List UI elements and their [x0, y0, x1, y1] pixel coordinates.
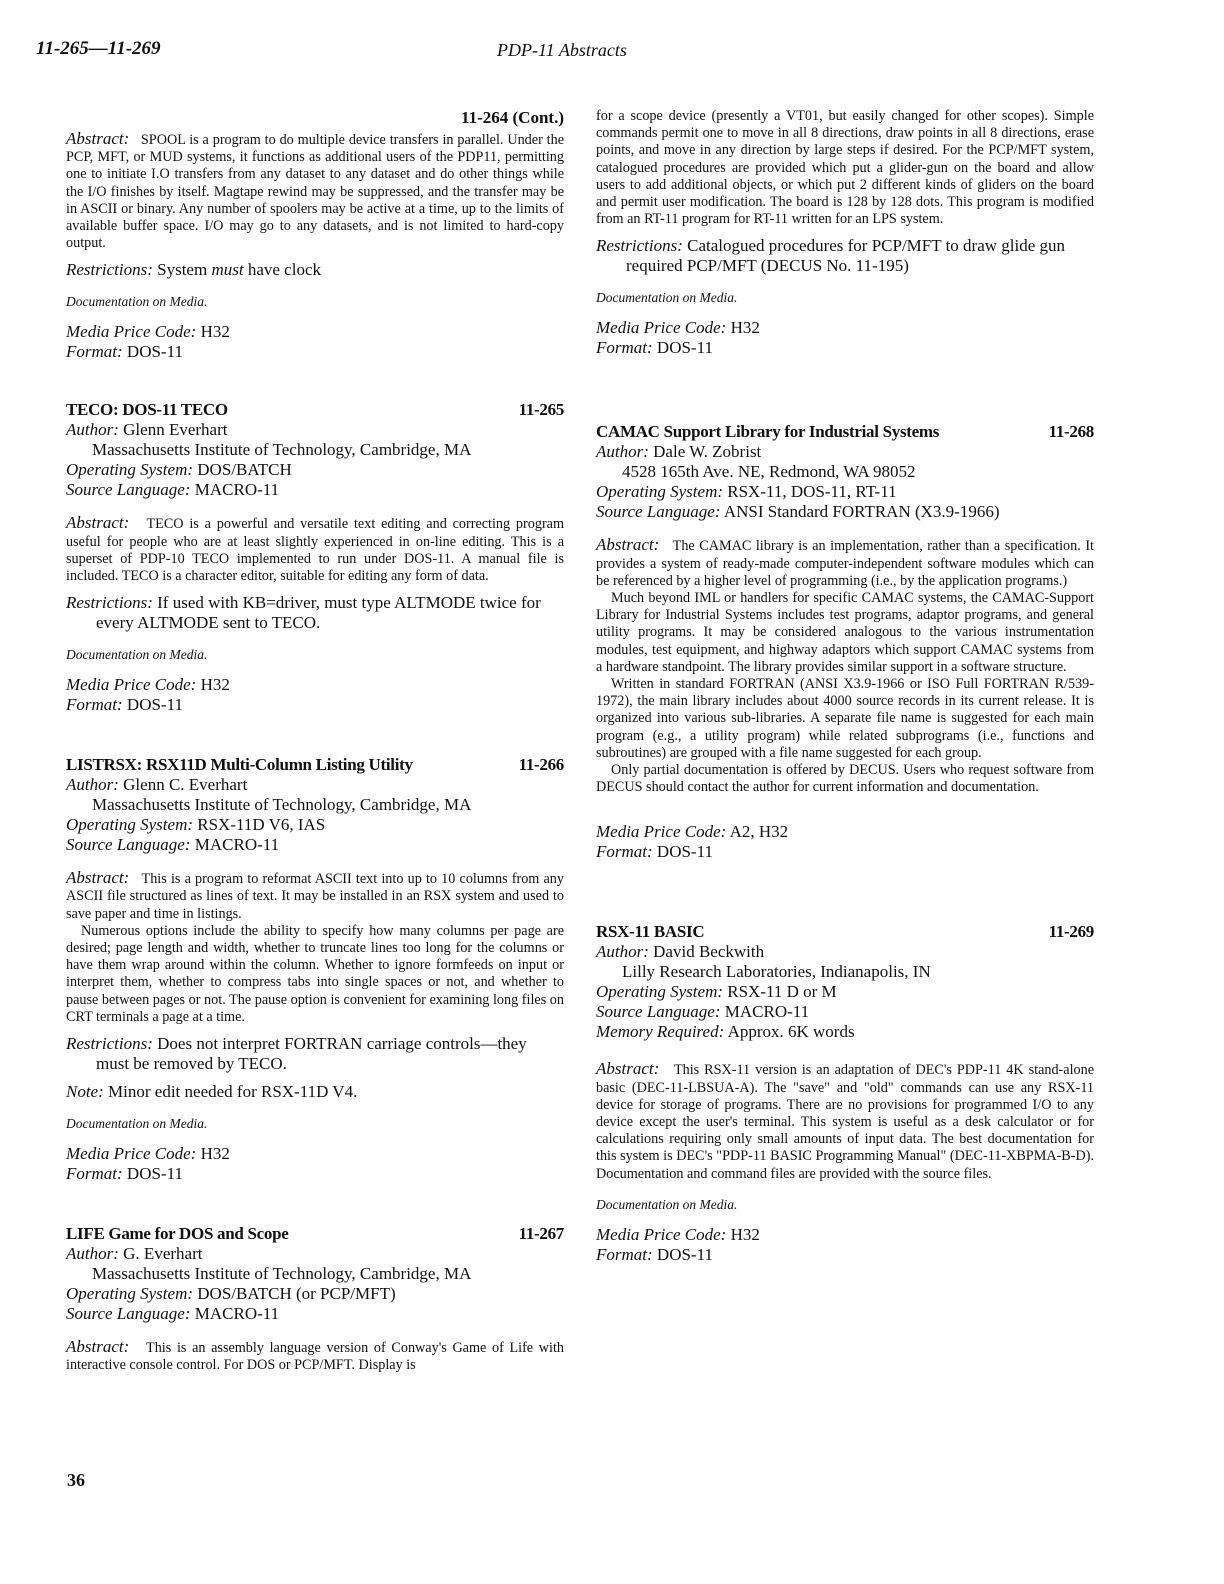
page-number: 36 [67, 1470, 85, 1490]
entry-source-language: Source Language: MACRO-11 [66, 1304, 280, 1324]
entry-11-268 [596, 422, 1094, 862]
entry-title-row [66, 755, 564, 775]
entry-price-format: Media Price Code: A2, H32 Format: DOS-11 [596, 822, 789, 862]
entry-title-row [596, 922, 1094, 942]
entry-number: 11-268 [1048, 422, 1094, 442]
entry-abstract: Abstract: This RSX-11 version is an adaptation of DEC's PDP-11 4K stand-alone basic (DEC-11-LBSUA-A). The "save" and "old" commands can use any RSX-11 device for storage of programs. There are no provisions for programmed I/O to any device except the user's terminal. This system is useful as a desk calculator or for calculations requiring only small amounts of input data. The best documentation for this system is DEC's "PDP-11 BASIC Programming Manual" (DEC-11-XBPMA-B-D). Documentation and command files are provided with the source files. [596, 1059, 1095, 1182]
entry-price-format: Media Price Code: H32 Format: DOS-11 [596, 318, 760, 358]
entry-operating-system: Operating System: RSX-11, DOS-11, RT-11 [596, 482, 897, 502]
entry-title: CAMAC Support Library for Industrial Systems [596, 422, 940, 442]
entry-abstract: Abstract: This is an assembly language version of Conway's Game of Life with interactive console control. For DOS or PCP/MFT. Display is [66, 1337, 564, 1374]
entry-operating-system: Operating System: RSX-11 D or M [596, 982, 837, 1002]
entry-11-265 [66, 400, 564, 715]
entry-title: RSX-11 BASIC [596, 922, 705, 942]
entry-affiliation: Massachusetts Institute of Technology, Cambridge, MA [92, 795, 472, 815]
entry-source-language: Source Language: MACRO-11 [66, 835, 280, 855]
entry-restrictions: Restrictions: Does not interpret FORTRAN carriage controls—they must be removed by TECO. [66, 1034, 527, 1074]
entry-11-267-continued [596, 108, 1094, 358]
entry-abstract: Abstract: TECO is a powerful and versatile text editing and correcting program useful for people who are at least slightly experienced in on-line editing. This is a superset of PDP-10 TECO implemented to run under DOS-11. A manual file is included. TECO is a character editor, suitable for editing any form of data. [66, 513, 564, 585]
entry-title-row [66, 1224, 564, 1244]
entry-affiliation: 4528 165th Ave. NE, Redmond, WA 98052 [622, 462, 916, 482]
entry-11-267 [66, 1224, 564, 1374]
right-column [596, 108, 1094, 1265]
entry-source-language: Source Language: MACRO-11 [596, 1002, 810, 1022]
entry-documentation-note: Documentation on Media. [66, 294, 208, 310]
entry-price-format: Media Price Code: H32 Format: DOS-11 [66, 675, 230, 715]
entry-author: Author: Glenn Everhart [66, 420, 228, 440]
entry-author: Author: Glenn C. Everhart [66, 775, 248, 795]
entry-title: TECO: DOS-11 TECO [66, 400, 228, 420]
entry-restrictions: Restrictions: If used with KB=driver, must type ALTMODE twice for every ALTMODE sent to TECO. [66, 593, 541, 633]
entry-number: 11-266 [518, 755, 564, 775]
entry-operating-system: Operating System: DOS/BATCH (or PCP/MFT) [66, 1284, 396, 1304]
entry-documentation-note: Documentation on Media. [596, 1196, 738, 1212]
entry-continuation-label: 11-264 (Cont.) [461, 108, 564, 127]
entry-memory-required: Memory Required: Approx. 6K words [596, 1022, 855, 1042]
entry-note: Note: Minor edit needed for RSX-11D V4. [66, 1082, 358, 1102]
entry-title: LISTRSX: RSX11D Multi-Column Listing Utility [66, 755, 413, 775]
entry-source-language: Source Language: MACRO-11 [66, 480, 280, 500]
entry-price-format: Media Price Code: H32 Format: DOS-11 [596, 1224, 760, 1264]
entry-abstract: Abstract: This is a program to reformat ASCII text into up to 10 columns from any ASCII file structured as lines of text. It may be installed in an RSX system and used to save paper and time in listings. Numerous options include the ability to specify how many columns per page are desired; page length and width, whether to truncate lines too long for the columns or have them wrap around within the column. Whether to ignore formfeeds on input or interpret them, whether to compress tabs into single spaces or not, and whether to pause between pages or not. The pause option is convenient for examining long files on CRT terminals a page at a time. [66, 868, 564, 1025]
running-header-title: PDP-11 Abstracts [497, 40, 627, 60]
entry-number: 11-269 [1048, 922, 1094, 942]
entry-documentation-note: Documentation on Media. [66, 647, 208, 663]
entry-title-row [66, 400, 564, 420]
entry-price-format: Media Price Code: H32 Format: DOS-11 [66, 322, 230, 362]
entry-number: 11-267 [518, 1224, 564, 1244]
entry-11-264-cont [66, 108, 564, 362]
entry-author: Author: G. Everhart [66, 1244, 203, 1264]
entry-affiliation: Massachusetts Institute of Technology, Cambridge, MA [92, 1264, 472, 1284]
entry-affiliation: Massachusetts Institute of Technology, Cambridge, MA [92, 440, 472, 460]
entry-title-row [596, 422, 1094, 442]
running-header-range: 11-265—11-269 [36, 38, 161, 59]
entry-title: LIFE Game for DOS and Scope [66, 1224, 289, 1244]
entry-restrictions: Restrictions: Catalogued procedures for PCP/MFT to draw glide gun required PCP/MFT (DECUS No. 11-195) [596, 236, 1066, 276]
entry-abstract: Abstract: SPOOL is a program to do multiple device transfers in parallel. Under the PCP, MFT, or MUD systems, it functions as additional users of the PDP11, permitting one to initiate I.O transfers from any dataset to any dataset and do other things while the I/O finishes by itself. Magtape rewind may be suppressed, and the transfer may be in ASCII or binary. Any number of spoolers may be active at a time, up to the limits of available buffer space. I/O may go to any datasets, and is not limited to hard-copy output. [66, 129, 564, 252]
entry-restrictions: Restrictions: System must have clock [66, 260, 321, 280]
entry-11-266 [66, 755, 564, 1184]
left-column [66, 108, 564, 1374]
entry-affiliation: Lilly Research Laboratories, Indianapolis, IN [622, 962, 931, 982]
entry-documentation-note: Documentation on Media. [596, 290, 738, 306]
entry-source-language: Source Language: ANSI Standard FORTRAN (X3.9-1966) [596, 502, 1000, 522]
entry-number: 11-265 [518, 400, 564, 420]
entry-author: Author: Dale W. Zobrist [596, 442, 762, 462]
entry-abstract: Abstract: The CAMAC library is an implementation, rather than a specification. It provides a system of ready-made computer-independent software modules which can be referenced by a higher level of programming (i.e., by the application programs.) Much beyond IML or handlers for specific CAMAC systems, the CAMAC-Support Library for Industrial Systems includes test programs, adaptor programs, and general utility programs. It may be considered analogous to the various instrumentation modules, test equipment, and highway adaptors which support CAMAC systems from a hardware standpoint. The library provides similar support in a software structure. Written in standard FORTRAN (ANSI X3.9-1966 or ISO Full FORTRAN R/539-1972), the main library includes about 4000 source records in its current release. It is organized into various sub-libraries. A separate file name is suggested for each main program (e.g., a utility program) while related subprograms (i.e., functions and subroutines) are grouped with a file name suggested for each group. Only partial documentation is offered by DECUS. Users who request software from DECUS should contact the author for current information and documentation. [596, 535, 1094, 796]
entry-documentation-note: Documentation on Media. [66, 1116, 208, 1132]
entry-operating-system: Operating System: DOS/BATCH [66, 460, 292, 480]
entry-author: Author: David Beckwith [596, 942, 765, 962]
entry-11-269 [596, 922, 1094, 1264]
entry-operating-system: Operating System: RSX-11D V6, IAS [66, 815, 326, 835]
entry-price-format: Media Price Code: H32 Format: DOS-11 [66, 1144, 230, 1184]
entry-abstract-continued: for a scope device (presently a VT01, but easily changed for other scopes). Simple commands permit one to move in all 8 directions, draw points in all 8 directions, erase points, and move in any direction by large steps if desired. For the PCP/MFT system, catalogued procedures are provided which put a glider-gun on the board and allow users to add additional objects, or which put 2 different kinds of gliders on the board and permit user modification. The board is 128 by 128 dots. This program is modified from an RT-11 program for RT-11 written for an LPS system. [596, 108, 1094, 228]
